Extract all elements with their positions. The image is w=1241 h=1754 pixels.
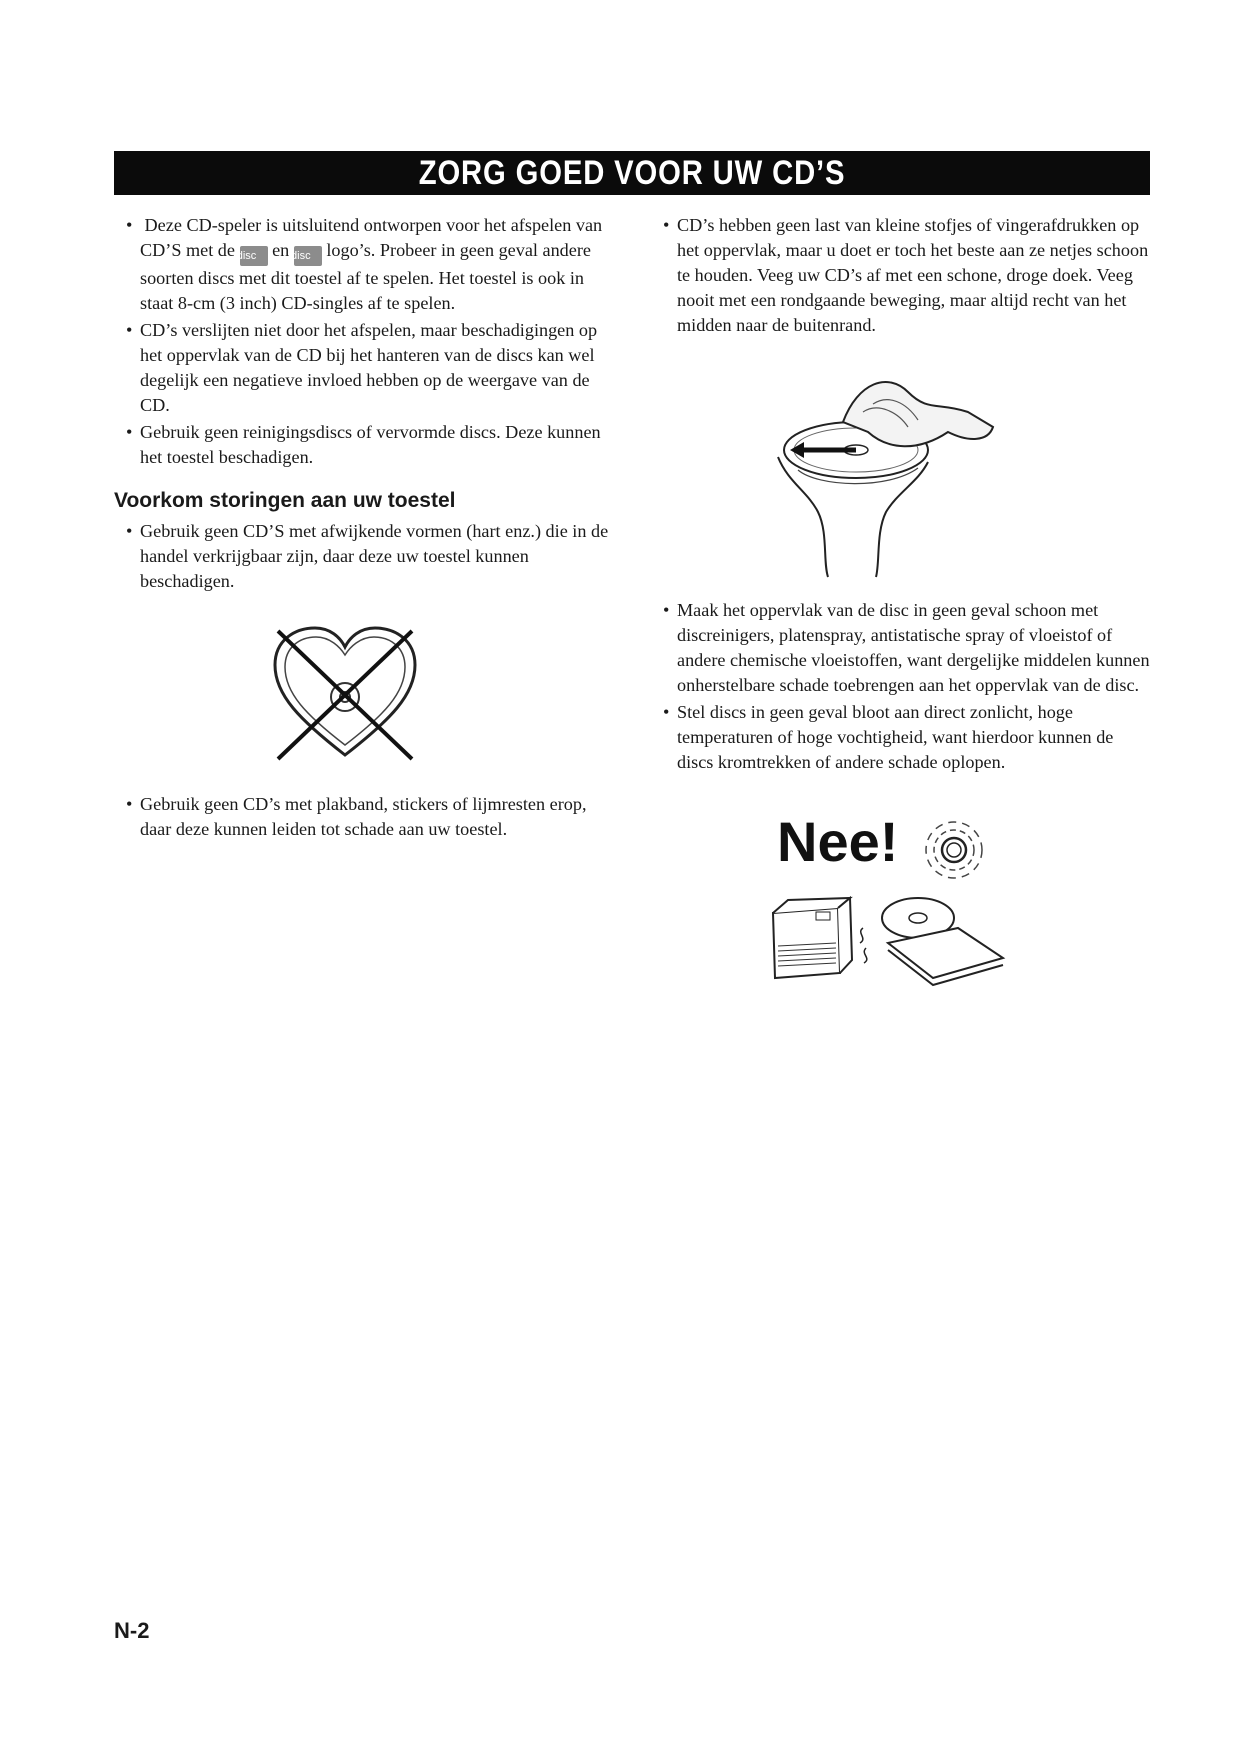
- page-title-banner: [114, 151, 1150, 195]
- heart-cd-crossed-icon: [270, 625, 420, 765]
- sun-icon: [918, 814, 990, 886]
- list-item: • Gebruik geen CD’S met afwijkende vormen (hart enz.) die in de handel verkrijgbaar zijn, daar deze uw toestel kunnen beschadigen.: [114, 519, 614, 594]
- left-column: [114, 213, 614, 596]
- list-item: • Deze CD-speler is uitsluitend ontworpen voor het afspelen van CD’S met de disc en disc logo’s. Probeer in geen geval andere soorten discs met dit toestel af te spelen. Het toestel is ook in staat 8-cm (3 inch) CD-singles af te spelen.: [114, 213, 614, 316]
- right-column-bottom: [651, 598, 1151, 777]
- compact-disc-logo-icon: disc: [240, 246, 268, 266]
- page-title: ZORG GOED VOOR UW CD’S: [418, 154, 846, 192]
- section-heading: Voorkom storingen aan uw toestel: [114, 489, 456, 512]
- list-item: • CD’s hebben geen last van kleine stofjes of vingerafdrukken op het oppervlak, maar u doet er toch het beste aan ze netjes schoon te houden. Veeg uw CD’s af met een schone, droge doek. Veeg nooit met een rondgaande beweging, maar altijd recht van het midden naar de buitenrand.: [651, 213, 1151, 338]
- heater-cd-records-icon: [768, 888, 1008, 988]
- left-column-bottom: [114, 792, 614, 844]
- compact-disc-text-logo-icon: disc: [294, 246, 322, 266]
- nee-label: Nee!: [777, 810, 899, 873]
- list-item: • Maak het oppervlak van de disc in geen geval schoon met discreinigers, platenspray, antistatische spray of vloeistof of andere chemische vloeistoffen, want dergelijke middelen kunnen onherstelbare schade toebrengen aan het oppervlak van de disc.: [651, 598, 1151, 698]
- cd-wiping-hand-icon: [768, 372, 1008, 580]
- list-item: • Gebruik geen CD’s met plakband, stickers of lijmresten erop, daar deze kunnen leiden tot schade aan uw toestel.: [114, 792, 614, 842]
- right-column: [651, 213, 1151, 340]
- list-item: • Stel discs in geen geval bloot aan direct zonlicht, hoge temperaturen of hoge vochtigheid, want hierdoor kunnen de discs kromtrekken of andere schade oplopen.: [651, 700, 1151, 775]
- list-item: • CD’s verslijten niet door het afspelen, maar beschadigingen op het oppervlak van de CD bij het hanteren van de discs kan wel degelijk een negatieve invloed hebben op de weergave van de CD.: [114, 318, 614, 418]
- list-item: • Gebruik geen reinigingsdiscs of vervormde discs. Deze kunnen het toestel beschadigen.: [114, 420, 614, 470]
- page-number: N-2: [114, 1618, 150, 1643]
